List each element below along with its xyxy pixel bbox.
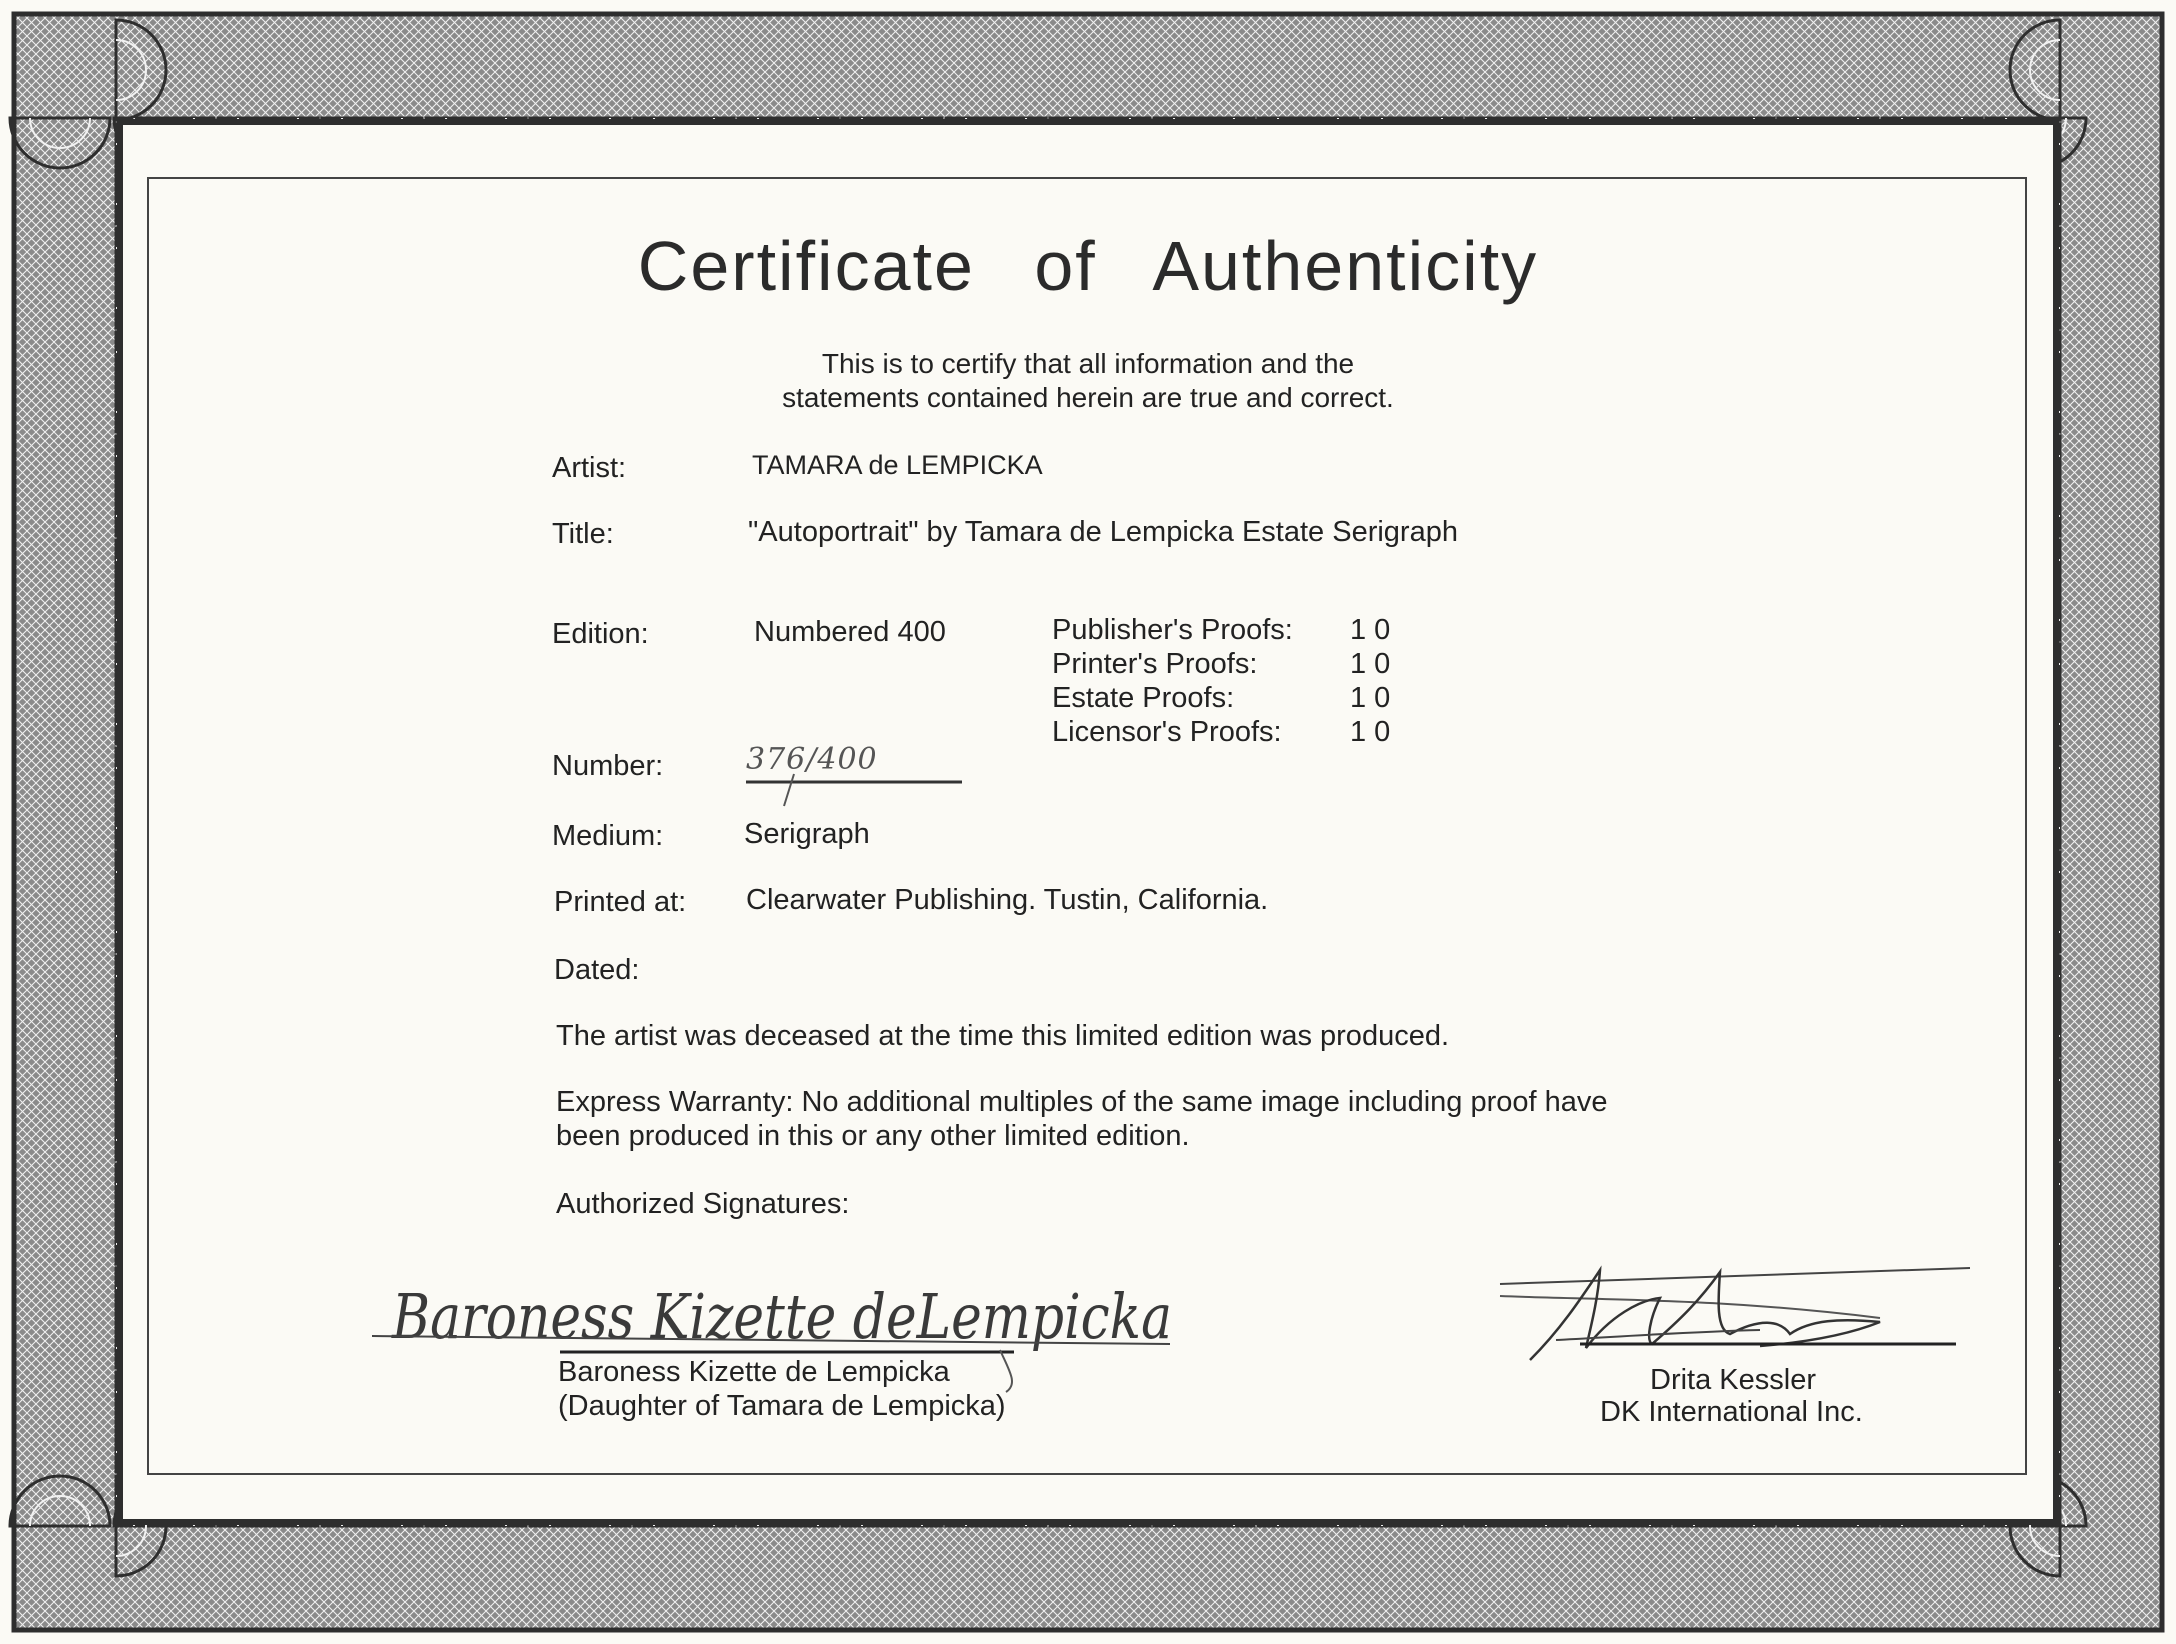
- intro-line-2: statements contained herein are true and correct.: [782, 382, 1394, 413]
- signatory-right-name: Drita Kessler: [1650, 1364, 1816, 1396]
- signatory-left-title: (Daughter of Tamara de Lempicka): [558, 1390, 1006, 1422]
- certificate-title: Certificate of Authenticity: [637, 227, 1539, 305]
- title-value: "Autoportrait" by Tamara de Lempicka Estate Serigraph: [748, 516, 1458, 548]
- signature-left-script: Baroness Kizette deLempicka: [391, 1280, 1172, 1353]
- dated-label: Dated:: [554, 954, 640, 986]
- title-label: Title:: [552, 518, 614, 550]
- proof-count-estate: 1 0: [1350, 682, 1391, 714]
- printed-value: Clearwater Publishing. Tustin, California.: [746, 884, 1269, 916]
- edition-label: Edition:: [552, 618, 649, 650]
- proof-label-licensor: Licensor's Proofs:: [1052, 716, 1282, 748]
- signatory-right-company: DK International Inc.: [1600, 1396, 1863, 1428]
- medium-label: Medium:: [552, 820, 664, 852]
- authorized-signatures-label: Authorized Signatures:: [556, 1188, 850, 1220]
- warranty-line-2: been produced in this or any other limited edition.: [556, 1120, 1190, 1152]
- proof-count-licensor: 1 0: [1350, 716, 1391, 748]
- printed-label: Printed at:: [554, 886, 687, 918]
- deceased-note: The artist was deceased at the time this limited edition was produced.: [556, 1020, 1450, 1052]
- artist-label: Artist:: [552, 452, 627, 484]
- number-value: 376/400: [746, 742, 878, 777]
- signatory-left-name: Baroness Kizette de Lempicka: [558, 1356, 950, 1388]
- number-label: Number:: [552, 750, 664, 782]
- artist-value: TAMARA de LEMPICKA: [752, 450, 1043, 480]
- medium-value: Serigraph: [744, 818, 870, 850]
- proof-label-printer: Printer's Proofs:: [1052, 648, 1258, 680]
- edition-value: Numbered 400: [754, 616, 946, 648]
- intro-line-1: This is to certify that all information and the: [821, 348, 1355, 379]
- proof-label-estate: Estate Proofs:: [1052, 682, 1235, 714]
- proof-count-publisher: 1 0: [1350, 614, 1391, 646]
- warranty-line-1: Express Warranty: No additional multiples of the same image including proof have: [556, 1086, 1608, 1118]
- proof-count-printer: 1 0: [1350, 648, 1391, 680]
- proof-label-publisher: Publisher's Proofs:: [1052, 614, 1293, 646]
